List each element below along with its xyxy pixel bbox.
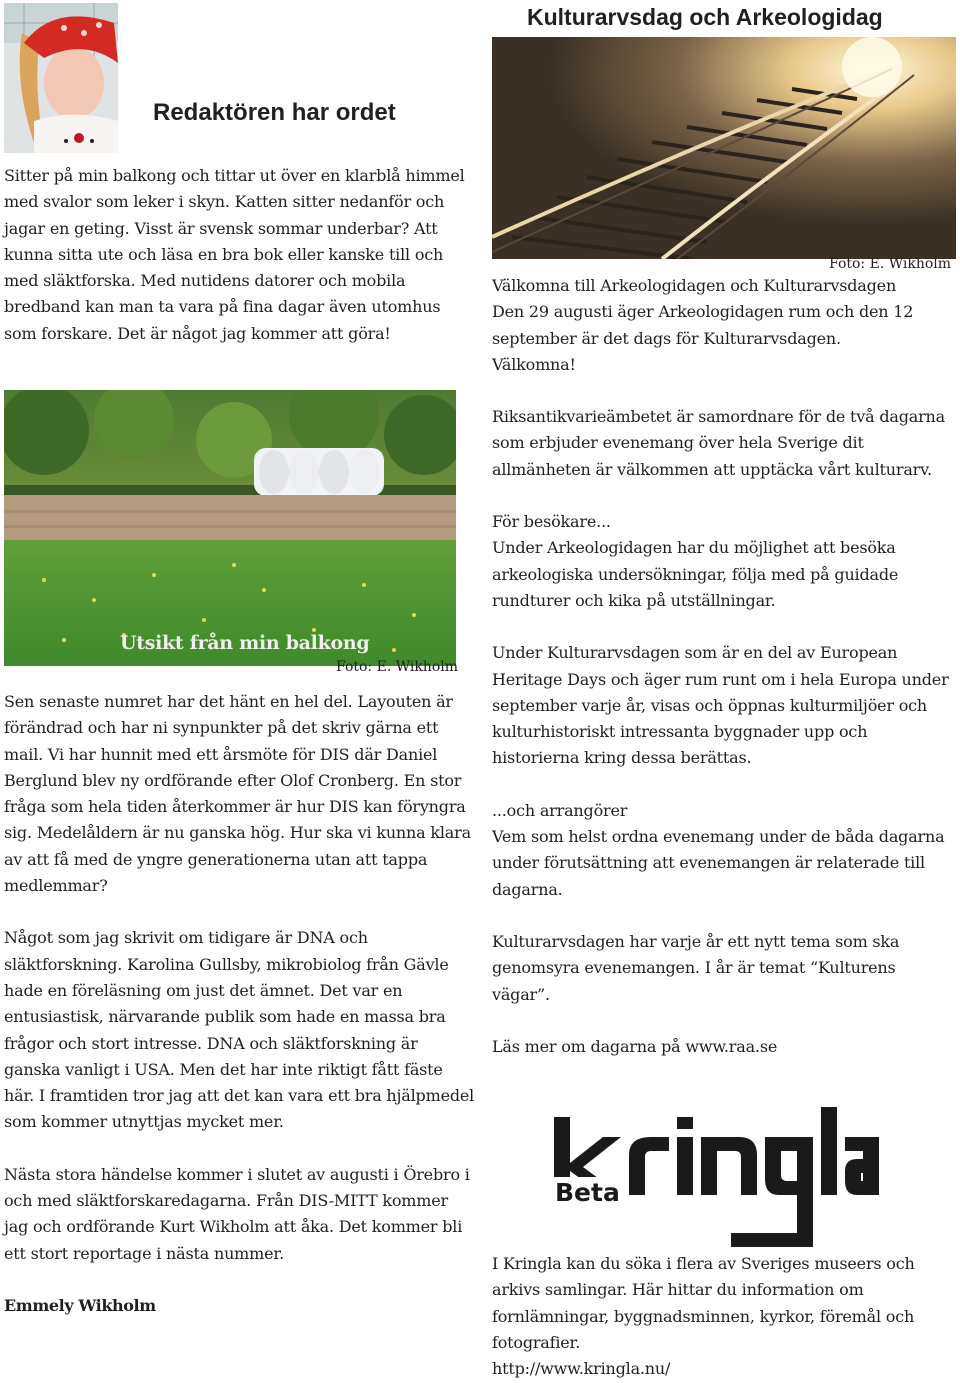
visitors-paragraph: Under Arkeologidagen har du möjlighet att besöka arkeologiska undersökningar, följa med på guidade rundturer och kika på utställningar. — [492, 538, 899, 610]
balcony-photo-credit: Foto: E. Wikholm — [336, 659, 459, 675]
editor-paragraph-1: Sen senaste numret har det hänt en hel del. Layouten är förändrad och har ni synpunkter på det skriv gärna ett mail. Vi har hunnit med ett årsmöte för DIS där Daniel Berglund blev ny ordförande efter Olof Cronberg. En stor fråga som hela tiden återkommer är hur DIS kan föryngra sig. Medelåldern är nu ganska hög. Hur ska vi kunna klara av att få med de yngre generationerna utan att tappa medlemmar? — [4, 692, 471, 896]
kringla-section — [492, 1251, 958, 1382]
balcony-photo — [4, 390, 456, 666]
railway-tracks-image — [492, 37, 956, 259]
organizers-heading: ...och arrangörer — [492, 800, 628, 820]
editor-intro: Sitter på min balkong och tittar ut över en klarblå himmel med svalor som leker i skyn. Katten sitter nedanför och jagar en geting. Visst är svensk sommar underbar? Att kunna sitta ute och läsa en bra bok eller kanske till och med släktforska. Med nutidens datorer och mobila bredband kan man ta vara på fina dagar även utomhus som forskare. Det är något jag kommer att göra! — [4, 166, 465, 343]
kringla-logo — [551, 1097, 881, 1253]
editor-portrait-photo — [4, 3, 118, 153]
read-more-link[interactable]: Läs mer om dagarna på www.raa.se — [492, 1036, 778, 1056]
balcony-photo-caption: Utsikt från min balkong — [120, 632, 370, 654]
editor-signature: Emmely Wikholm — [4, 1295, 156, 1315]
heritage-article-body — [492, 273, 958, 1060]
kringla-link[interactable]: http://www.kringla.nu/ — [492, 1359, 671, 1379]
welcome-line-3: Välkomna! — [492, 354, 576, 374]
editor-article-body — [4, 689, 476, 1319]
kringla-logo-image — [551, 1097, 881, 1253]
editor-portrait-image — [4, 3, 118, 153]
kringla-paragraph: I Kringla kan du söka i flera av Sveriges museers och arkivs samlingar. Här hittar du information om fornlämningar, byggnadsminnen, kyrkor, föremål och fotografier. — [492, 1254, 915, 1352]
raa-paragraph: Riksantikvarieämbetet är samordnare för de två dagarna som erbjuder evenemang över hela Sverige dit allmänheten är välkommen att upptäcka vårt kulturarv. — [492, 407, 946, 479]
railway-photo — [492, 37, 956, 259]
welcome-line-2: Den 29 augusti äger Arkeologidagen rum och den 12 september är det dags för Kulturarvsdagen. — [492, 302, 914, 348]
balcony-view-image — [4, 390, 456, 666]
organizers-paragraph: Vem som helst ordna evenemang under de båda dagarna under förutsättning att evenemangen är relaterade till dagarna. — [492, 827, 945, 899]
editor-paragraph-2: Något som jag skrivit om tidigare är DNA och släktforskning. Karolina Gullsby, mikrobiolog från Gävle hade en föreläsning om just det ämnet. Det var en entusiastisk, närvarande publik som hade en massa bra frågor och stort intresse. DNA och släktforskning är ganska vanligt i USA. Men det har inte riktigt fått fäste här. I framtiden tror jag att det kan vara ett bra hjälpmedel som kommer utnyttjas mycket mer. — [4, 928, 475, 1132]
welcome-line-1: Välkomna till Arkeologidagen och Kulturarvsdagen — [492, 276, 897, 295]
heritage-days-paragraph: Under Kulturarvsdagen som är en del av European Heritage Days och äger rum runt om i hela Europa under september varje år, visas och öppnas kulturmiljöer och kulturhistoriskt intressanta byggnader upp och historierna kring dessa berättas. — [492, 643, 949, 768]
editor-heading: Redaktören har ordet — [153, 99, 396, 126]
theme-paragraph: Kulturarvsdagen har varje år ett nytt tema som ska genomsyra evenemangen. I år är temat “Kulturens vägar”. — [492, 931, 900, 1004]
kringla-logo-beta: Beta — [555, 1178, 620, 1207]
visitors-heading: För besökare... — [492, 512, 611, 532]
editor-paragraph-3: Nästa stora händelse kommer i slutet av augusti i Örebro i och med släktforskaredagarna. Från DIS-MITT kommer jag och ordförande Kurt Wikholm att åka. Det kommer bli ett stort reportage i nästa nummer. — [4, 1164, 470, 1263]
article-title: Kulturarvsdag och Arkeologidag — [527, 4, 883, 30]
railway-photo-credit: Foto: E. Wikholm — [829, 256, 952, 272]
